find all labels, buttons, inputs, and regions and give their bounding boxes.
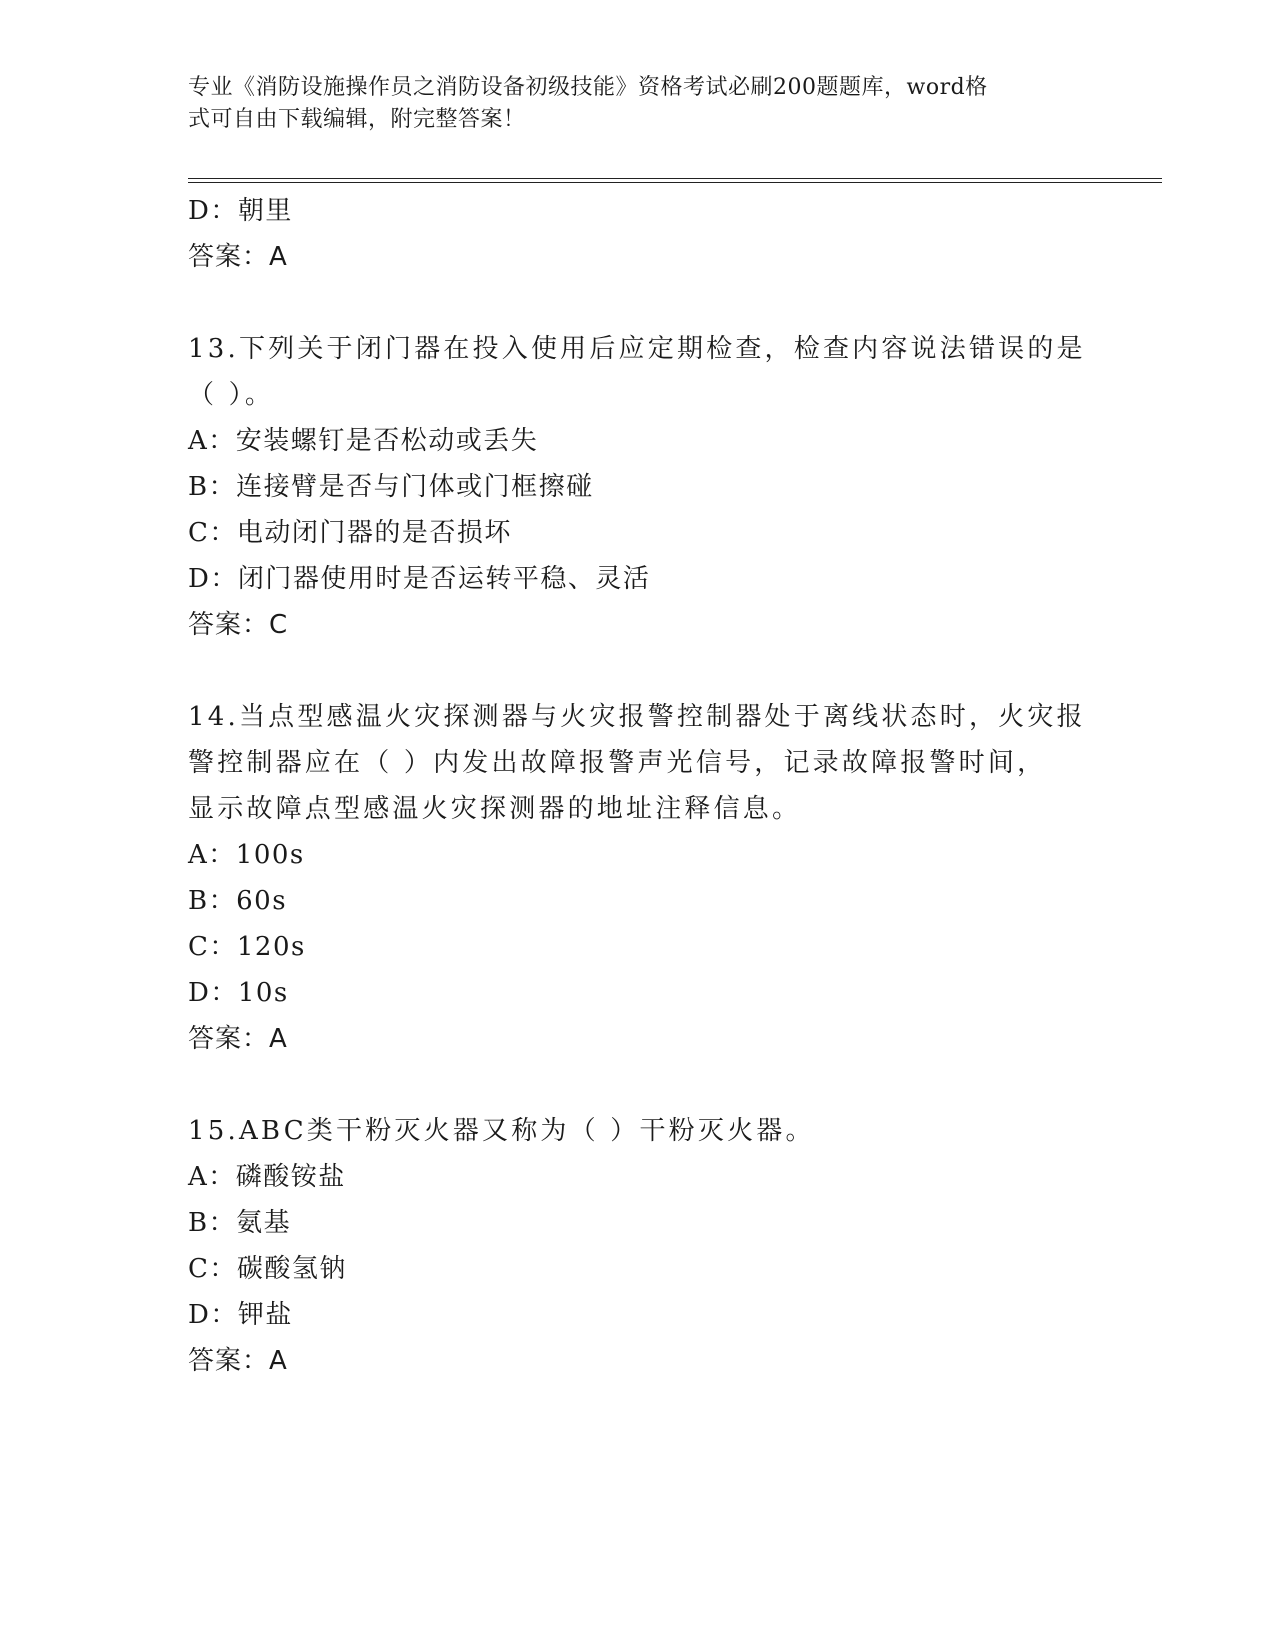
- prev-question-option-d: D：朝里: [188, 196, 293, 226]
- option-a: A：100s: [188, 840, 305, 870]
- question-text-line: 14.当点型感温火灾探测器与火灾报警控制器处于离线状态时，火灾报: [188, 702, 1086, 732]
- question-text-line: （ ）。: [188, 380, 275, 410]
- question-text-line: 警控制器应在（ ）内发出故障报警声光信号，记录故障报警时间，: [188, 748, 1047, 778]
- option-b: B：氨基: [188, 1208, 292, 1238]
- option-c: C：碳酸氢钠: [188, 1254, 347, 1284]
- question-text-line: 15.ABC类干粉灭火器又称为（ ）干粉灭火器。: [188, 1116, 815, 1146]
- option-a: A：安装螺钉是否松动或丢失: [188, 426, 539, 456]
- header-divider-top: [188, 178, 1162, 179]
- header-line-1: 专业《消防设施操作员之消防设备初级技能》资格考试必刷200题题库，word格: [188, 75, 988, 100]
- option-c: C：120s: [188, 932, 306, 962]
- answer: 答案：A: [188, 1024, 288, 1054]
- document-body: [188, 188, 1088, 1384]
- option-d: D：10s: [188, 978, 289, 1008]
- question-text-line: 显示故障点型感温火灾探测器的地址注释信息。: [188, 794, 802, 824]
- answer: 答案：A: [188, 1346, 288, 1376]
- answer: 答案：C: [188, 610, 289, 640]
- header-divider-bottom: [188, 182, 1162, 183]
- option-c: C：电动闭门器的是否损坏: [188, 518, 512, 548]
- question-text-line: 13.下列关于闭门器在投入使用后应定期检查，检查内容说法错误的是: [188, 334, 1086, 364]
- question-15: [188, 1108, 1088, 1384]
- option-b: B：60s: [188, 886, 288, 916]
- option-d: D：钾盐: [188, 1300, 293, 1330]
- option-b: B：连接臂是否与门体或门框擦碰: [188, 472, 594, 502]
- header-line-2: 式可自由下载编辑，附完整答案！: [188, 107, 526, 132]
- option-a: A：磷酸铵盐: [188, 1162, 346, 1192]
- option-d: D：闭门器使用时是否运转平稳、灵活: [188, 564, 651, 594]
- prev-question-answer: 答案：A: [188, 242, 288, 272]
- document-header: [188, 72, 1088, 136]
- question-13: [188, 326, 1088, 648]
- question-14: [188, 694, 1088, 1062]
